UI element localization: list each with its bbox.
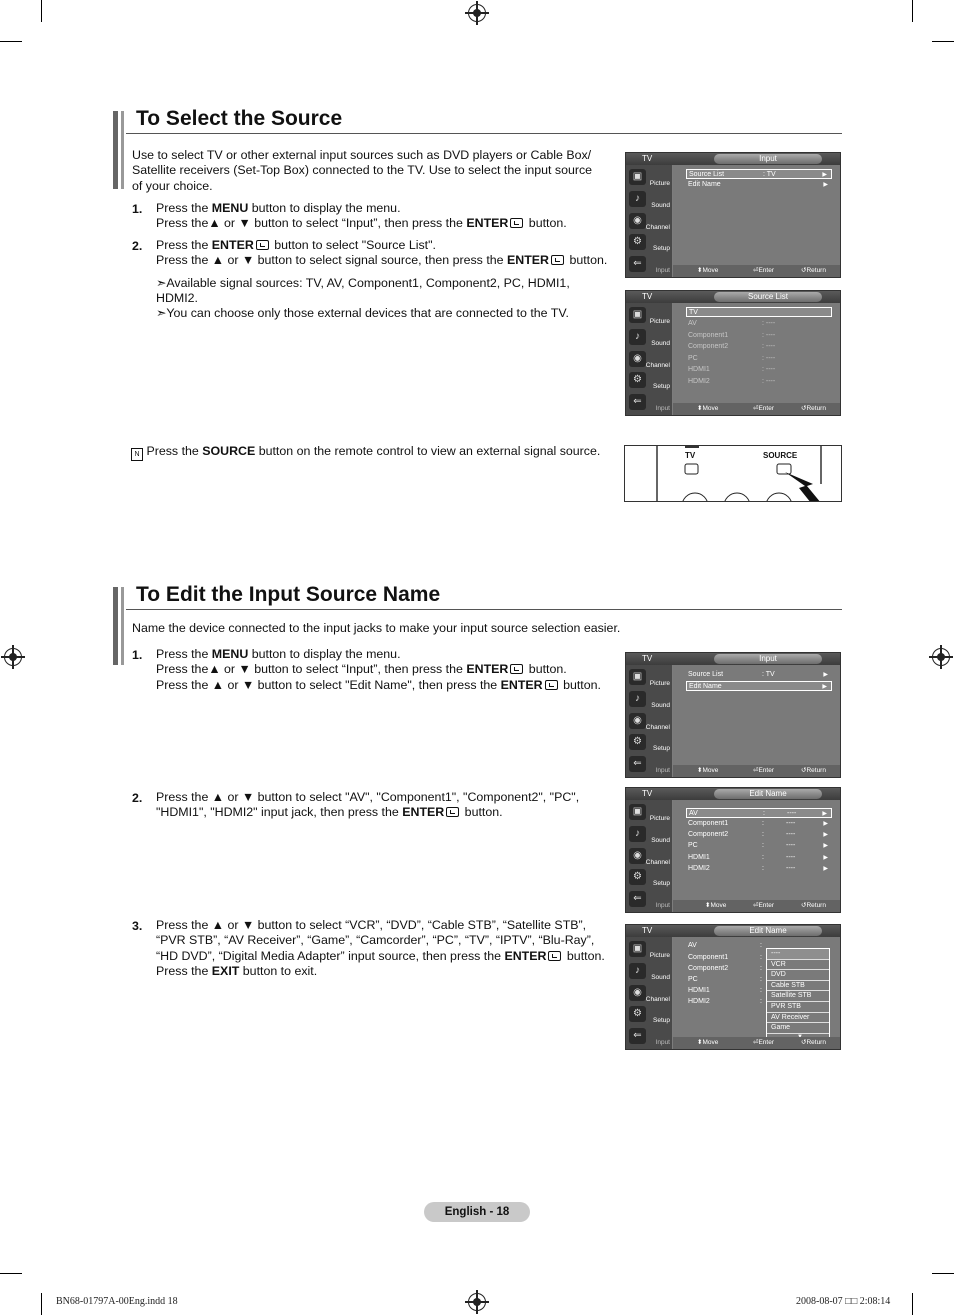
input-icon: ⇐ xyxy=(629,891,646,907)
osd-edit-row[interactable]: Component1 : ---- ▶ xyxy=(688,820,828,827)
sound-icon: ♪ xyxy=(629,329,646,345)
note-connected-devices: ➣You can choose only those external devices that are connected to the TV. xyxy=(156,306,569,320)
setup-icon: ⚙ xyxy=(629,234,646,250)
input-icon: ⇐ xyxy=(629,394,646,410)
step-number: 3. xyxy=(132,919,143,933)
osd-source-row[interactable]: TV xyxy=(686,307,832,317)
enter-icon xyxy=(510,218,523,228)
note-icon: N xyxy=(131,448,143,461)
channel-icon: ◉ xyxy=(629,985,646,1001)
registration-mark-icon xyxy=(468,4,486,22)
enter-icon xyxy=(545,680,558,690)
setup-icon: ⚙ xyxy=(629,1006,646,1022)
registration-mark-icon xyxy=(468,1293,486,1311)
channel-icon: ◉ xyxy=(629,848,646,864)
osd-source-row[interactable]: Component2 : ---- xyxy=(688,343,776,350)
page-number-badge: English - 18 xyxy=(424,1202,530,1222)
osd-edit-row[interactable]: Component2 : xyxy=(688,965,762,972)
picture-icon: ▣ xyxy=(629,669,646,685)
step-number: 2. xyxy=(132,239,143,253)
osd-edit-row[interactable]: Component2 : ---- ▶ xyxy=(688,831,828,838)
section-title-select-source: To Select the Source xyxy=(136,107,343,130)
enter-icon xyxy=(551,255,564,265)
osd-edit-row[interactable]: Component1 : xyxy=(688,954,762,961)
picture-icon: ▣ xyxy=(629,804,646,820)
remote-control-image xyxy=(624,445,842,502)
step-number: 2. xyxy=(132,791,143,805)
osd-title: Edit Name xyxy=(714,789,822,799)
osd-source-row[interactable]: HDMI2 : ---- xyxy=(688,378,776,385)
step-text: Press the MENU button to display the menu. Press the▲ or ▼ button to select “Input”, then press the ENTER button. xyxy=(156,201,567,231)
enter-icon xyxy=(510,664,523,674)
osd-tv-label: TV xyxy=(642,154,653,163)
channel-icon: ◉ xyxy=(629,351,646,367)
sound-icon: ♪ xyxy=(629,691,646,707)
osd-source-list: TV Source List ▣ Picture ♪ Sound ◉ Channel ⚙ Setup ⇐ Input TV AV : ---- Component1 : ---- Component2 : ---- PC : ---- HDMI1 : ---- HDMI2 : ---- ⬍ Move ⏎ Enter ↺ Return xyxy=(625,290,841,416)
osd-input-menu-edit: TV Input ▣ Picture ♪ Sound ◉ Channel ⚙ Setup ⇐ Input Source List : TV ▶ Edit Name ▶ ⬍ Move ⏎ Enter ↺ Return xyxy=(625,652,841,778)
osd-source-row[interactable]: PC : ---- xyxy=(688,355,776,362)
dropdown-option[interactable]: ---- xyxy=(767,949,829,960)
channel-icon: ◉ xyxy=(629,713,646,729)
osd-edit-name-row[interactable]: Edit Name ▶ xyxy=(688,181,828,188)
osd-edit-row[interactable]: AV : ---- ▶ xyxy=(686,808,832,818)
dropdown-option[interactable]: AV Receiver xyxy=(767,1013,829,1024)
registration-mark-icon xyxy=(4,648,22,666)
osd-source-row[interactable]: AV : ---- xyxy=(688,320,776,327)
osd-title: Source List xyxy=(714,292,822,302)
sound-icon: ♪ xyxy=(629,826,646,842)
osd-title: Input xyxy=(714,654,822,664)
osd-edit-row[interactable]: HDMI1 : xyxy=(688,987,762,994)
dropdown-option[interactable]: Cable STB xyxy=(767,981,829,992)
remote-source-label: SOURCE xyxy=(763,451,798,460)
enter-icon xyxy=(548,951,561,961)
osd-edit-row[interactable]: HDMI2 : ---- ▶ xyxy=(688,865,828,872)
osd-source-row[interactable]: HDMI1 : ---- xyxy=(688,366,776,373)
osd-edit-name-list: TV Edit Name ▣ Picture ♪ Sound ◉ Channel ⚙ Setup ⇐ Input AV : ---- ▶ Component1 : ---- ▶ Component2 : ---- ▶ PC : ---- ▶ HDMI1 : ---- ▶ HDMI2 : ---- ▶ ⬍ Move ⏎ Enter ↺ Return xyxy=(625,787,841,913)
sound-icon: ♪ xyxy=(629,963,646,979)
picture-icon: ▣ xyxy=(629,169,646,185)
registration-mark-icon xyxy=(932,648,950,666)
osd-edit-row[interactable]: HDMI2 : xyxy=(688,998,762,1005)
enter-icon xyxy=(256,240,269,250)
picture-icon: ▣ xyxy=(629,941,646,957)
name-dropdown-list[interactable] xyxy=(766,948,830,1042)
osd-edit-row[interactable]: PC : ---- ▶ xyxy=(688,842,828,849)
input-icon: ⇐ xyxy=(629,756,646,772)
osd-source-row[interactable]: Component1 : ---- xyxy=(688,332,776,339)
note-signal-sources: ➣Available signal sources: TV, AV, Component1, Component2, PC, HDMI1, HDMI2. xyxy=(156,276,570,306)
osd-input-menu: TV Input ▣ Picture ♪ Sound ◉ Channel ⚙ Setup ⇐ Input Source List : TV ▶ Edit Name ▶ ⬍ Move ⏎ Enter ↺ Return xyxy=(625,152,841,278)
dropdown-option[interactable]: VCR xyxy=(767,960,829,971)
step-number: 1. xyxy=(132,648,143,662)
setup-icon: ⚙ xyxy=(629,372,646,388)
source-button-tip: N Press the SOURCE button on the remote control to view an external signal source. xyxy=(131,444,611,461)
select-source-intro: Use to select TV or other external input sources such as DVD players or Cable Box/ Satellite receivers (Set-Top Box) connected to the TV. Use to select the input source of your choice. xyxy=(132,148,593,193)
osd-edit-name-dropdown: TV Edit Name ▣ Picture ♪ Sound ◉ Channel ⚙ Setup ⇐ Input AV : Component1 : Component2 : PC : HDMI1 : HDMI2 : ---- VCR DVD Cable STB Satellite STB PVR STB AV Receiver Game ⬍ Move ⏎ Enter ↺ Return xyxy=(625,924,841,1050)
osd-edit-name-row[interactable]: Edit Name ▶ xyxy=(686,681,832,691)
input-icon: ⇐ xyxy=(629,1028,646,1044)
osd-title: Input xyxy=(714,154,822,164)
osd-edit-row[interactable]: HDMI1 : ---- ▶ xyxy=(688,854,828,861)
osd-edit-row[interactable]: AV : xyxy=(688,942,762,949)
enter-icon xyxy=(446,807,459,817)
osd-edit-row[interactable]: PC : xyxy=(688,976,762,983)
dropdown-option[interactable]: PVR STB xyxy=(767,1002,829,1013)
step-text: Press the ▲ or ▼ button to select "AV", "Component1", "Component2", "PC", "HDMI1", "HDMI2" input jack, then press the ENTER button. xyxy=(156,790,580,820)
step-text: Press the MENU button to display the menu. Press the▲ or ▼ button to select “Input”, then press the ENTER button. Press the ▲ or ▼ button to select "Edit Name", then press the ENTER button. xyxy=(156,647,601,692)
move-hint: ⬍ Move xyxy=(697,267,719,274)
osd-title: Edit Name xyxy=(714,926,822,936)
setup-icon: ⚙ xyxy=(629,734,646,750)
step-number: 1. xyxy=(132,202,143,216)
return-hint: ↺ Return xyxy=(801,267,826,274)
osd-source-list-row[interactable]: Source List : TV ▶ xyxy=(688,671,828,678)
picture-icon: ▣ xyxy=(629,307,646,323)
section-title-edit-name: To Edit the Input Source Name xyxy=(136,583,441,606)
step-text: Press the ▲ or ▼ button to select “VCR”, “DVD”, “Cable STB”, “Satellite STB”, “PVR STB”, “AV Receiver”, “Game”, “Camcorder”, “PC”, “TV”, “IPTV”, “Blu-Ray”, “HD DVD”, “Digital Media Adapter” input source, then press the ENTER button. Press the EXIT button to exit. xyxy=(156,918,605,978)
enter-hint: ⏎ Enter xyxy=(753,267,774,274)
dropdown-option[interactable]: DVD xyxy=(767,970,829,981)
footer-timestamp: 2008-08-07 □□ 2:08:14 xyxy=(796,1296,891,1307)
step-text: Press the ENTER button to select "Source List". Press the ▲ or ▼ button to select signal source, then press the ENTER button. xyxy=(156,238,608,268)
setup-icon: ⚙ xyxy=(629,869,646,885)
dropdown-option[interactable]: Game xyxy=(767,1023,829,1034)
channel-icon: ◉ xyxy=(629,213,646,229)
remote-tv-label: TV xyxy=(685,451,696,460)
footer-filename: BN68-01797A-00Eng.indd 18 xyxy=(56,1296,178,1307)
osd-source-list-row[interactable]: Source List : TV ▶ xyxy=(686,169,832,179)
sound-icon: ♪ xyxy=(629,191,646,207)
dropdown-option[interactable]: Satellite STB xyxy=(767,991,829,1002)
edit-name-intro: Name the device connected to the input jacks to make your input source selection easier. xyxy=(132,621,621,635)
input-icon: ⇐ xyxy=(629,256,646,272)
